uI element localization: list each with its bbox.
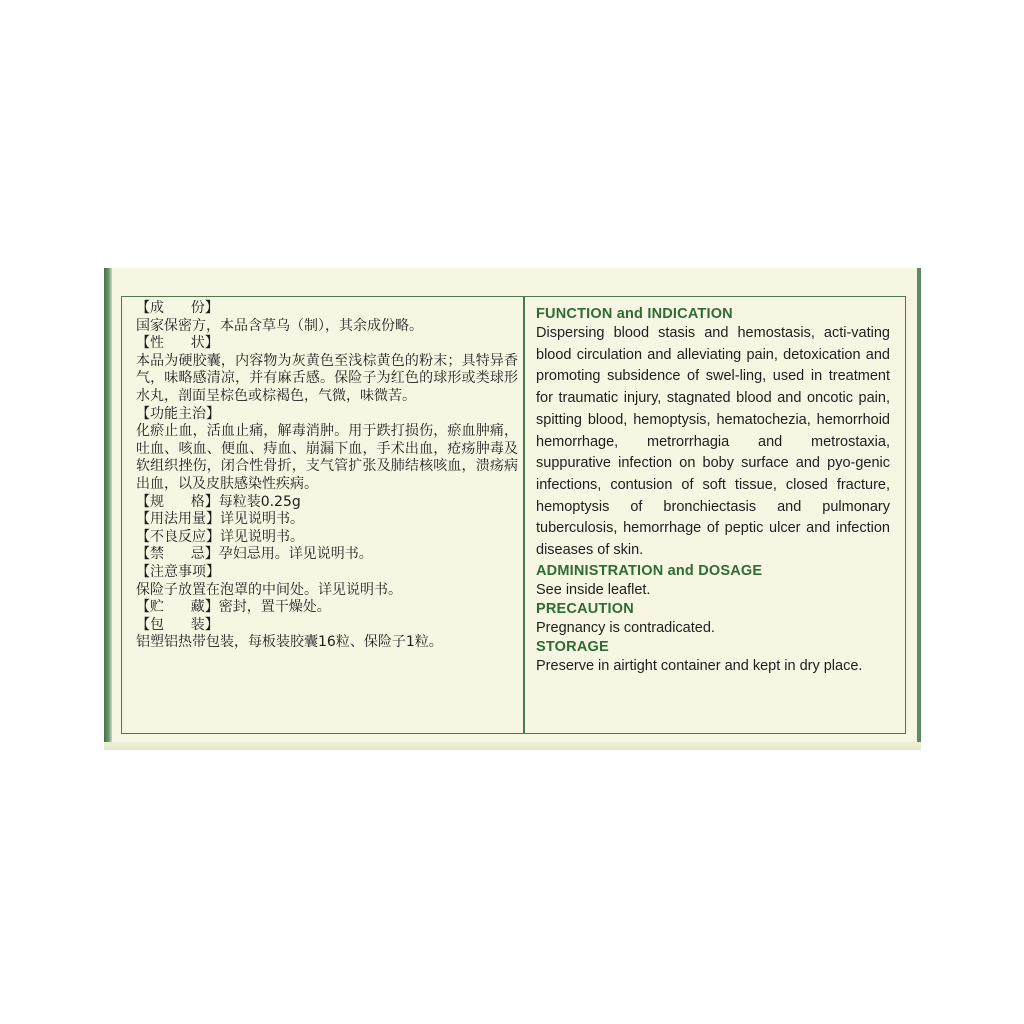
contra-heading: 【禁 忌】 xyxy=(136,546,219,563)
adverse-line xyxy=(136,529,518,547)
notes-heading: 【注意事项】 xyxy=(136,563,220,580)
spec-line xyxy=(136,494,518,512)
admin-text: See inside leaflet. xyxy=(536,581,651,598)
function-text: Dispersing blood stasis and hemostasis, acti-vating blood circulation and alleviating pain, detoxication and promoting subsidence of swel-ling, used in treatment for traumatic injury, stagnated blood and oncotic pain, spitting blood, hemoptysis, hematochezia, hemorrhoid hemorrhage, metrorrhagia and metrostaxia, suppurative infection on boby surface and pyo-genic infections, contusion of soft tissue, closed fracture, hemoptysis of bronchiectasis and pulmonary tuberculosis, hemorrhage of peptic ulcer and infection diseases of skin. xyxy=(536,325,890,559)
spec-text: 每粒装0.25g xyxy=(218,493,301,510)
adverse-heading: 【不良反应】 xyxy=(136,528,220,545)
storage-text: Preserve in airtight container and kept in dry place. xyxy=(536,657,863,674)
panel-bottom-edge xyxy=(104,742,921,750)
column-divider xyxy=(523,296,525,734)
properties-text: 本品为硬胶囊，内容物为灰黄色至浅棕黄色的粉末；具特异香气，味略感清凉，并有麻舌感。保险子为红色的球形或类球形水丸，剖面呈棕色或棕褐色，气微，味微苦。 xyxy=(136,352,518,404)
packing-heading: 【包 装】 xyxy=(136,616,219,633)
ingredients-text: 国家保密方，本品含草乌（制），其余成份略。 xyxy=(136,317,423,334)
panel-right-edge xyxy=(917,268,921,750)
notes-text: 保险子放置在泡罩的中间处。详见说明书。 xyxy=(136,581,402,598)
precaution-heading: PRECAUTION xyxy=(536,600,634,617)
function-heading: FUNCTION and INDICATION xyxy=(536,306,733,322)
spec-heading: 【规 格】 xyxy=(136,493,219,510)
storage-heading: STORAGE xyxy=(536,638,609,655)
chinese-info-column xyxy=(136,300,518,652)
ingredients-heading: 【成 份】 xyxy=(136,300,219,316)
functions-heading: 【功能主治】 xyxy=(136,405,220,422)
functions-text: 化瘀止血，活血止痛，解毒消肿。用于跌打损伤，瘀血肿痛，吐血、咳血、便血、痔血、崩漏下血，手术出血，疮疡肿毒及软组织挫伤，闭合性骨折，支气管扩张及肺结核咳血，溃疡病出血，以及皮肤感染性疾病。 xyxy=(136,423,518,492)
panel-left-edge xyxy=(104,268,112,750)
packing-text: 铝塑铝热带包装，每板装胶囊16粒、保险子1粒。 xyxy=(136,634,443,651)
adverse-text: 详见说明书。 xyxy=(220,528,304,545)
contra-text: 孕妇忌用。详见说明书。 xyxy=(218,546,373,563)
english-info-column xyxy=(536,305,890,676)
usage-heading: 【用法用量】 xyxy=(136,511,220,528)
storage-line-cn xyxy=(136,599,518,617)
admin-heading: ADMINISTRATION and DOSAGE xyxy=(536,562,763,579)
usage-line xyxy=(136,511,518,529)
properties-heading: 【性 状】 xyxy=(136,335,219,352)
storage-text-cn: 密封，置干燥处。 xyxy=(218,599,331,616)
precaution-text: Pregnancy is contradicated. xyxy=(536,619,715,636)
usage-text: 详见说明书。 xyxy=(220,511,304,528)
storage-heading-cn: 【贮 藏】 xyxy=(136,599,219,616)
contra-line xyxy=(136,546,518,564)
